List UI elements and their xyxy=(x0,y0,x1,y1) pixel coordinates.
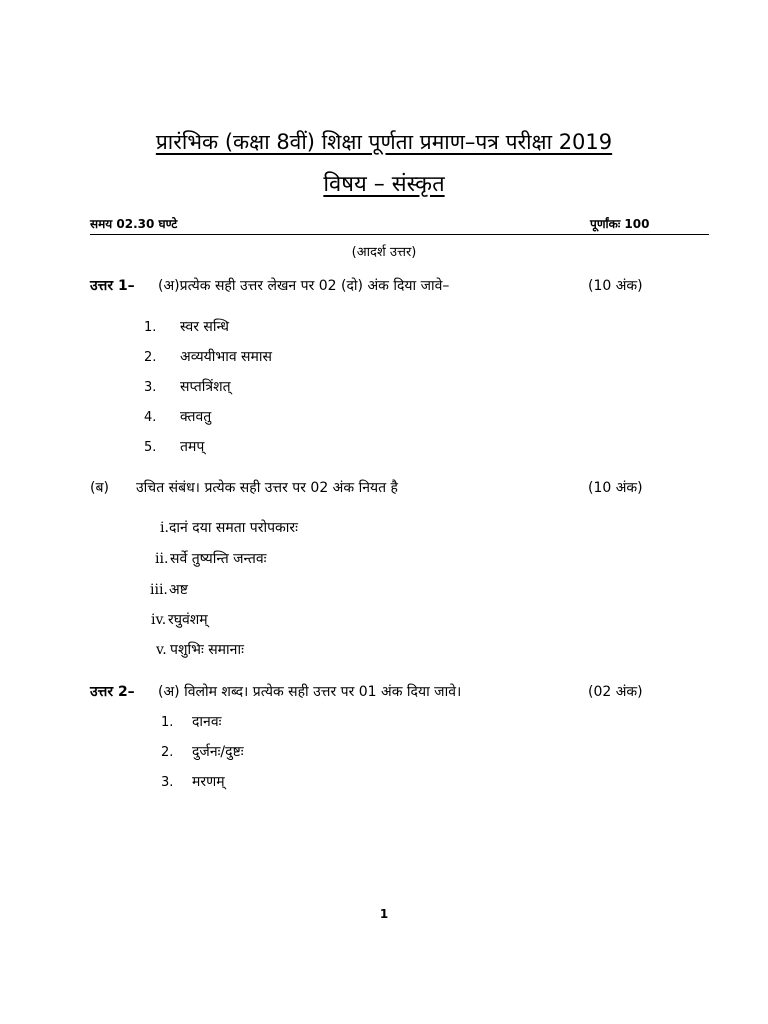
list-item-number: 2. xyxy=(144,350,157,365)
list-item-number: iv. xyxy=(151,612,167,628)
answer-2-label: उत्तर 2– xyxy=(90,684,135,700)
exam-duration: समय 02.30 घण्टे xyxy=(90,217,178,231)
answer-1b-instruction: उचित संबंध। प्रत्येक सही उत्तर पर 02 अंक नियत है xyxy=(136,480,398,496)
subject-title: विषय – संस्कृत xyxy=(323,172,445,197)
list-item-text: दानवः xyxy=(192,714,222,730)
list-item-number: 5. xyxy=(144,440,157,455)
answer-2a-instruction: (अ) विलोम शब्द। प्रत्येक सही उत्तर पर 01 अंक दिया जावे। xyxy=(158,684,462,700)
list-item-number: 3. xyxy=(161,775,174,790)
max-marks: पूर्णांकः 100 xyxy=(590,217,650,231)
list-item-number: i. xyxy=(160,520,169,536)
exam-title: प्रारंभिक (कक्षा 8वीं) शिक्षा पूर्णता प्रमाण–पत्र परीक्षा 2019 xyxy=(155,130,613,154)
list-item-text: क्तवतु xyxy=(180,409,212,425)
list-item-text: दुर्जनः/दुष्टः xyxy=(192,744,244,760)
list-item-number: 4. xyxy=(144,410,157,425)
answer-2a-marks: (02 अंक) xyxy=(588,684,643,700)
list-item-number: 1. xyxy=(144,320,157,335)
list-item-text: अष्ट xyxy=(169,582,188,598)
list-item-text: स्वर सन्धि xyxy=(180,319,229,335)
list-item-text: मरणम् xyxy=(192,774,225,790)
list-item-number: v. xyxy=(156,642,167,658)
list-item-text: अव्ययीभाव समास xyxy=(180,349,272,365)
list-item-text: सर्वे तुष्यन्ति जन्तवः xyxy=(170,551,267,567)
answer-1b-marks: (10 अंक) xyxy=(588,480,643,496)
answer-1b-label: (ब) xyxy=(90,480,109,496)
list-item-text: तमप् xyxy=(180,439,205,455)
header-divider xyxy=(90,234,709,235)
list-item-number: 3. xyxy=(144,380,157,395)
list-item-number: iii. xyxy=(150,582,168,598)
list-item-number: ii. xyxy=(155,551,169,567)
list-item-text: सप्तत्रिंशत् xyxy=(180,379,231,395)
answer-1a-instruction: (अ)प्रत्येक सही उत्तर लेखन पर 02 (दो) अंक दिया जावे– xyxy=(158,278,450,294)
list-item-text: पशुभिः समानाः xyxy=(170,642,244,658)
list-item-number: 2. xyxy=(161,745,174,760)
list-item-text: रघुवंशम् xyxy=(168,612,208,628)
answer-1a-marks: (10 अंक) xyxy=(588,278,643,294)
list-item-text: दानं दया समता परोपकारः xyxy=(169,520,298,536)
answer-1-label: उत्तर 1– xyxy=(90,278,135,294)
model-answer-subtitle: (आदर्श उत्तर) xyxy=(351,245,417,260)
list-item-number: 1. xyxy=(161,715,174,730)
page-number: 1 xyxy=(379,907,389,921)
